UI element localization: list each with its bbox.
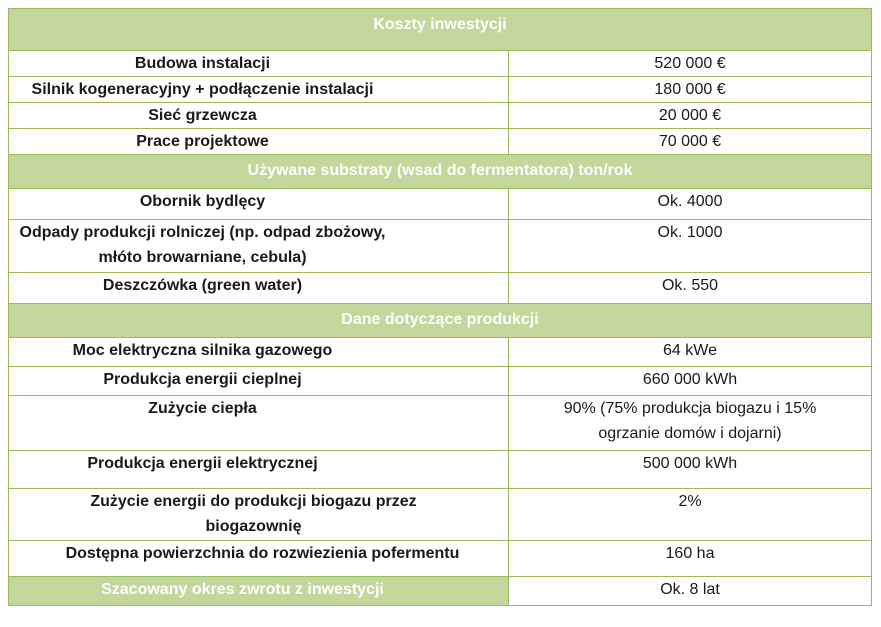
table-row — [9, 220, 872, 273]
row-value: 180 000 € — [509, 77, 872, 103]
table-row — [9, 51, 872, 77]
row-label: Budowa instalacji — [9, 51, 509, 77]
row-label: Prace projektowe — [9, 129, 509, 155]
footer-label: Szacowany okres zwrotu z inwestycji — [9, 577, 509, 606]
row-value: 90% (75% produkcja biogazu i 15% ogrzanie domów i dojarni) — [509, 396, 872, 451]
row-label: Deszczówka (green water) — [9, 273, 509, 304]
row-label: Zużycie ciepła — [9, 396, 509, 451]
section-title: Dane dotyczące produkcji — [9, 304, 872, 338]
row-label: Silnik kogeneracyjny + podłączenie instalacji — [9, 77, 509, 103]
table-row — [9, 273, 872, 304]
row-label: Sieć grzewcza — [9, 103, 509, 129]
section-header-substrates — [9, 155, 872, 189]
row-value: 2% — [509, 489, 872, 541]
row-label: Odpady produkcji rolniczej (np. odpad zbożowy, młóto browarniane, cebula) — [9, 220, 509, 273]
footer-value: Ok. 8 lat — [509, 577, 872, 606]
row-value: 500 000 kWh — [509, 451, 872, 489]
row-label: Produkcja energii elektrycznej — [9, 451, 509, 489]
row-value: 20 000 € — [509, 103, 872, 129]
table-row — [9, 367, 872, 396]
row-value: Ok. 550 — [509, 273, 872, 304]
row-value: 520 000 € — [509, 51, 872, 77]
table-row — [9, 451, 872, 489]
section-title: Koszty inwestycji — [9, 9, 872, 51]
section-title: Używane substraty (wsad do fermentatora) ton/rok — [9, 155, 872, 189]
row-label: Zużycie energii do produkcji biogazu przez biogazownię — [9, 489, 509, 541]
row-value: 70 000 € — [509, 129, 872, 155]
row-value: Ok. 1000 — [509, 220, 872, 273]
table-row — [9, 396, 872, 451]
row-label: Dostępna powierzchnia do rozwiezienia pofermentu — [9, 541, 509, 577]
row-value: 64 kWe — [509, 338, 872, 367]
table-row — [9, 489, 872, 541]
table-row — [9, 129, 872, 155]
investment-summary-table — [8, 8, 872, 606]
table-row — [9, 541, 872, 577]
section-header-investment — [9, 9, 872, 51]
row-label: Moc elektryczna silnika gazowego — [9, 338, 509, 367]
table-row — [9, 189, 872, 220]
row-label: Produkcja energii cieplnej — [9, 367, 509, 396]
footer-row — [9, 577, 872, 606]
table-row — [9, 103, 872, 129]
row-value: 160 ha — [509, 541, 872, 577]
row-value: Ok. 4000 — [509, 189, 872, 220]
row-value: 660 000 kWh — [509, 367, 872, 396]
section-header-production — [9, 304, 872, 338]
table-row — [9, 338, 872, 367]
row-label: Obornik bydlęcy — [9, 189, 509, 220]
table-row — [9, 77, 872, 103]
